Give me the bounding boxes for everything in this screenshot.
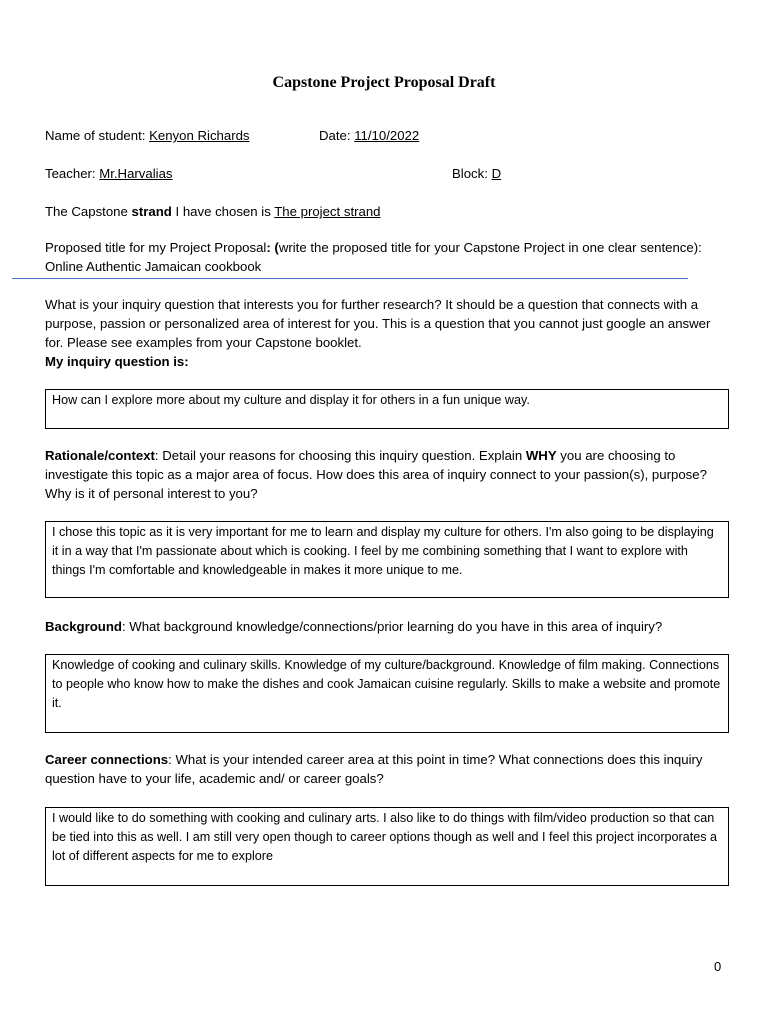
strand-line (45, 202, 381, 221)
block-label: Block: (452, 166, 492, 181)
inquiry-prompt-text: What is your inquiry question that interests you for further research? It should be a question that connects with a purpose, passion or personalized area of interest for you. This is a question that you cannot just google an answer for. Please see examples from your Capstone booklet. (45, 297, 711, 350)
proposed-title-paragraph (45, 238, 725, 276)
blue-divider (12, 278, 688, 279)
background-answer-box[interactable]: Knowledge of cooking and culinary skills. Knowledge of my culture/background. Knowledge of film making. Connections to people who know how to make the dishes and cook Jamaican cuisine regularly. Skills to make a website and promote it. (45, 654, 729, 733)
background-text: : What background knowledge/connections/prior learning do you have in this area of inquiry? (121, 619, 663, 634)
career-heading: Career connections (45, 752, 169, 767)
background-heading: Background (45, 619, 122, 634)
page-number: 0 (714, 959, 722, 974)
document-title: Capstone Project Proposal Draft (272, 74, 496, 91)
block-line (452, 164, 501, 183)
proposed-title-bold: : ( (266, 240, 279, 255)
rationale-text-1: : Detail your reasons for choosing this inquiry question. Explain (154, 448, 526, 463)
date-line (319, 126, 419, 145)
strand-prefix: The Capstone (45, 204, 132, 219)
career-answer-box[interactable]: I would like to do something with cooking and culinary arts. I also like to do things with film/video production so that can be tied into this as well. I am still very open though to career options though as well and I feel this project incorporates a lot of different aspects for me to explore (45, 807, 729, 886)
background-prompt (45, 617, 725, 636)
proposed-title-prefix: Proposed title for my Project Proposal (45, 240, 267, 255)
rationale-heading: Rationale/context (45, 448, 155, 463)
career-prompt (45, 750, 725, 788)
rationale-prompt (45, 446, 725, 503)
strand-middle: I have chosen is (171, 204, 275, 219)
teacher-line (45, 164, 173, 183)
inquiry-answer-box[interactable]: How can I explore more about my culture and display it for others in a fun unique way. (45, 389, 729, 429)
date-label: Date: (319, 128, 355, 143)
student-name: Kenyon Richards (149, 128, 250, 143)
rationale-why: WHY (525, 448, 557, 463)
date-value: 11/10/2022 (354, 128, 420, 143)
inquiry-label: My inquiry question is: (45, 354, 189, 369)
student-line (45, 126, 250, 145)
block-value: D (491, 166, 502, 181)
inquiry-prompt (45, 295, 725, 371)
strand-bold: strand (131, 204, 172, 219)
career-text: : What is your intended career area at this point in time? What connections does this inquiry question have to your life, academic and/ or career goals? (45, 752, 703, 786)
teacher-label: Teacher: (45, 166, 100, 181)
rationale-text-2: you are choosing to investigate this topic as a major area of focus. How does this area of inquiry connect to your passion(s), purpose? Why is it of personal interest to you? (45, 448, 707, 501)
teacher-name: Mr.Harvalias (99, 166, 173, 181)
proposed-title-rest: write the proposed title for your Capstone Project in one clear sentence): Online Authentic Jamaican cookbook (45, 240, 702, 274)
strand-value: The project strand (274, 204, 381, 219)
student-label: Name of student: (45, 128, 150, 143)
rationale-answer-box[interactable]: I chose this topic as it is very important for me to learn and display my culture for others. I'm also going to be displaying it in a way that I'm passionate about which is cooking. I feel by me combining something that I want to explore with things I'm comfortable and knowledgeable in makes it more unique to me. (45, 521, 729, 598)
